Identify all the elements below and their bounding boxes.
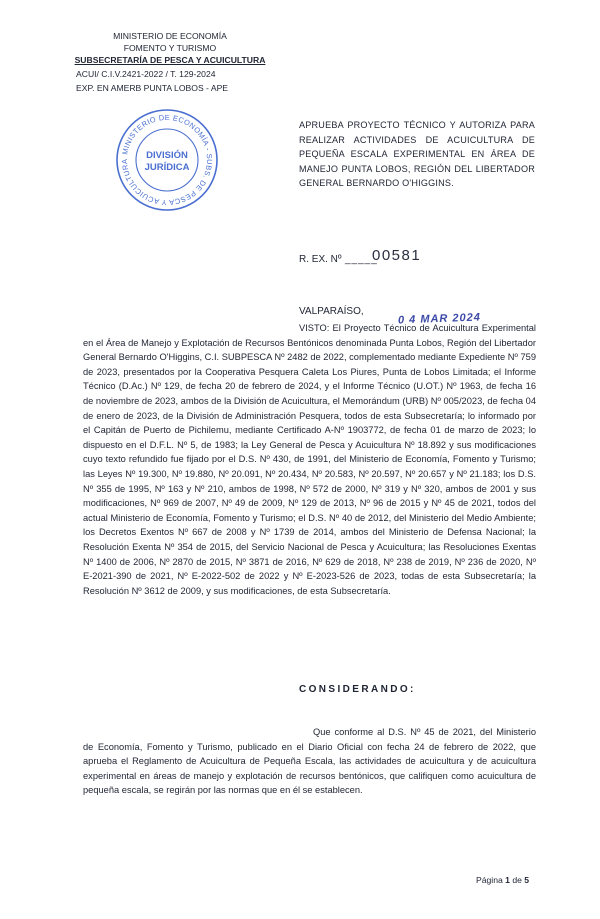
- page-total: 5: [524, 875, 530, 885]
- page-indicator: [476, 875, 529, 885]
- resolution-blank: _____: [345, 254, 378, 265]
- visto-paragraph: VISTO: El Proyecto Técnico de Acuicultura Experimental en el Área de Manejo y Explotación de Recursos Bentónicos denominada Punta Lobos, Región del Libertador General Bernardo O'Higgins, C.I. SUBPESCA Nº 2482 de 2022, complementado mediante Expediente Nº 759 de 2023, presentados por la Cooperativa Pesquera Caleta Los Piures, Punta de Lobos Limitada; el Informe Técnico (D.Ac.) Nº 129, de fecha 20 de febrero de 2024, y el Informe Técnico (U.OT.) Nº 1963, de fecha 16 de noviembre de 2023, ambos de la División de Acuicultura, el Memorándum (URB) Nº 005/2023, de fecha 04 de enero de 2023, de la División de Administración Pesquera, todos de esta Subsecretaría; lo informado por el Capitán de Puerto de Pichilemu, mediante Certificado A-Nº 1903772, de fecha 01 de marzo de 2023; lo dispuesto en el D.F.L. Nº 5, de 1983; la Ley General de Pesca y Acuicultura Nº 18.892 y sus modificaciones cuyo texto refundido fue fijado por el D.S. Nº 430, de 1991, del Ministerio de Economía, Fomento y Turismo; las Leyes Nº 19.300, Nº 19.880, Nº 20.091, Nº 20.434, Nº 20.583, Nº 20.597, Nº 20.657 y Nº 21.183; los D.S. Nº 355 de 1995, Nº 163 y Nº 210, ambos de 1998, Nº 572 de 2000, Nº 319 y Nº 320, ambos de 2001 y sus modificaciones, Nº 969 de 2007, Nº 49 de 2009, Nº 129 de 2013, Nº 96 de 2015 y Nº 45 de 2021, todos del actual Ministerio de Economía, Fomento y Turismo; el D.S. Nº 40 de 2012, del Ministerio del Medio Ambiente; los Decretos Exentos Nº 667 de 2008 y Nº 1739 de 2014, ambos del Ministerio de Defensa Nacional; la Resolución Exenta Nº 354 de 2015, del Servicio Nacional de Pesca y Acuicultura; las Resoluciones Exentas Nº 1400 de 2006, Nº 2870 de 2015, Nº 3871 de 2016, Nº 629 de 2018, Nº 238 de 2019, Nº 236 de 2020, Nº E-2021-390 de 2021, Nº E-2022-502 de 2022 y Nº E-2023-526 de 2023, todas de esta Subsecretaría; la Resolución Nº 3612 de 2009, y sus modificaciones, de esta Subsecretaría.: [83, 323, 537, 596]
- date-stamp: 0 4 MAR 2024: [397, 311, 482, 327]
- page-of: de: [512, 875, 522, 885]
- division-juridica-stamp: [113, 106, 221, 214]
- stamp-seal-icon: [113, 106, 221, 214]
- header-ministry: MINISTERIO DE ECONOMÍA: [113, 31, 227, 41]
- stamp-center-line2: JURÍDICA: [144, 162, 190, 173]
- stamp-ring-text: MINISTERIO DE ECONOMÍA - SUBS. DE PESCA Y ACUICULTURA: [119, 112, 215, 208]
- page-label: Página: [476, 875, 503, 885]
- header-ministry-sub: FOMENTO Y TURISMO: [123, 43, 217, 53]
- header-subsecretaria: SUBSECRETARÍA DE PESCA Y ACUICULTURA: [74, 55, 266, 65]
- header-expediente: EXP. EN AMERB PUNTA LOBOS - APE: [76, 83, 229, 93]
- considerando-heading: CONSIDERANDO:: [299, 684, 416, 695]
- header-reference: ACUI/ C.I.V.2421-2022 / T. 129-2024: [76, 69, 216, 79]
- document-title: APRUEBA PROYECTO TÉCNICO Y AUTORIZA PARA REALIZAR ACTIVIDADES DE ACUICULTURA DE PEQUEÑA ESCALA EXPERIMENTAL EN ÁREA DE MANEJO PUNTA LOBOS, REGIÓN DEL LIBERTADOR GENERAL BERNARDO O'HIGGINS.: [299, 120, 535, 188]
- considerando-paragraph-1: Que conforme al D.S. Nº 45 de 2021, del Ministerio de Economía, Fomento y Turismo, publicado en el Diario Oficial con fecha 24 de febrero de 2022, que aprueba el Reglamento de Acuicultura de Pequeña Escala, las actividades de acuicultura y de acuicultura experimental en áreas de manejo y explotación de recursos bentónicos, que califiquen como acuicultura de pequeña escala, se regirán por las normas que en él se establecen.: [83, 727, 536, 796]
- stamp-center-line1: DIVISIÓN: [146, 150, 188, 161]
- resolution-label: R. EX. Nº: [299, 254, 342, 265]
- page-current: 1: [505, 875, 510, 885]
- place: VALPARAÍSO,: [299, 306, 364, 317]
- resolution-number: 00581: [372, 247, 422, 264]
